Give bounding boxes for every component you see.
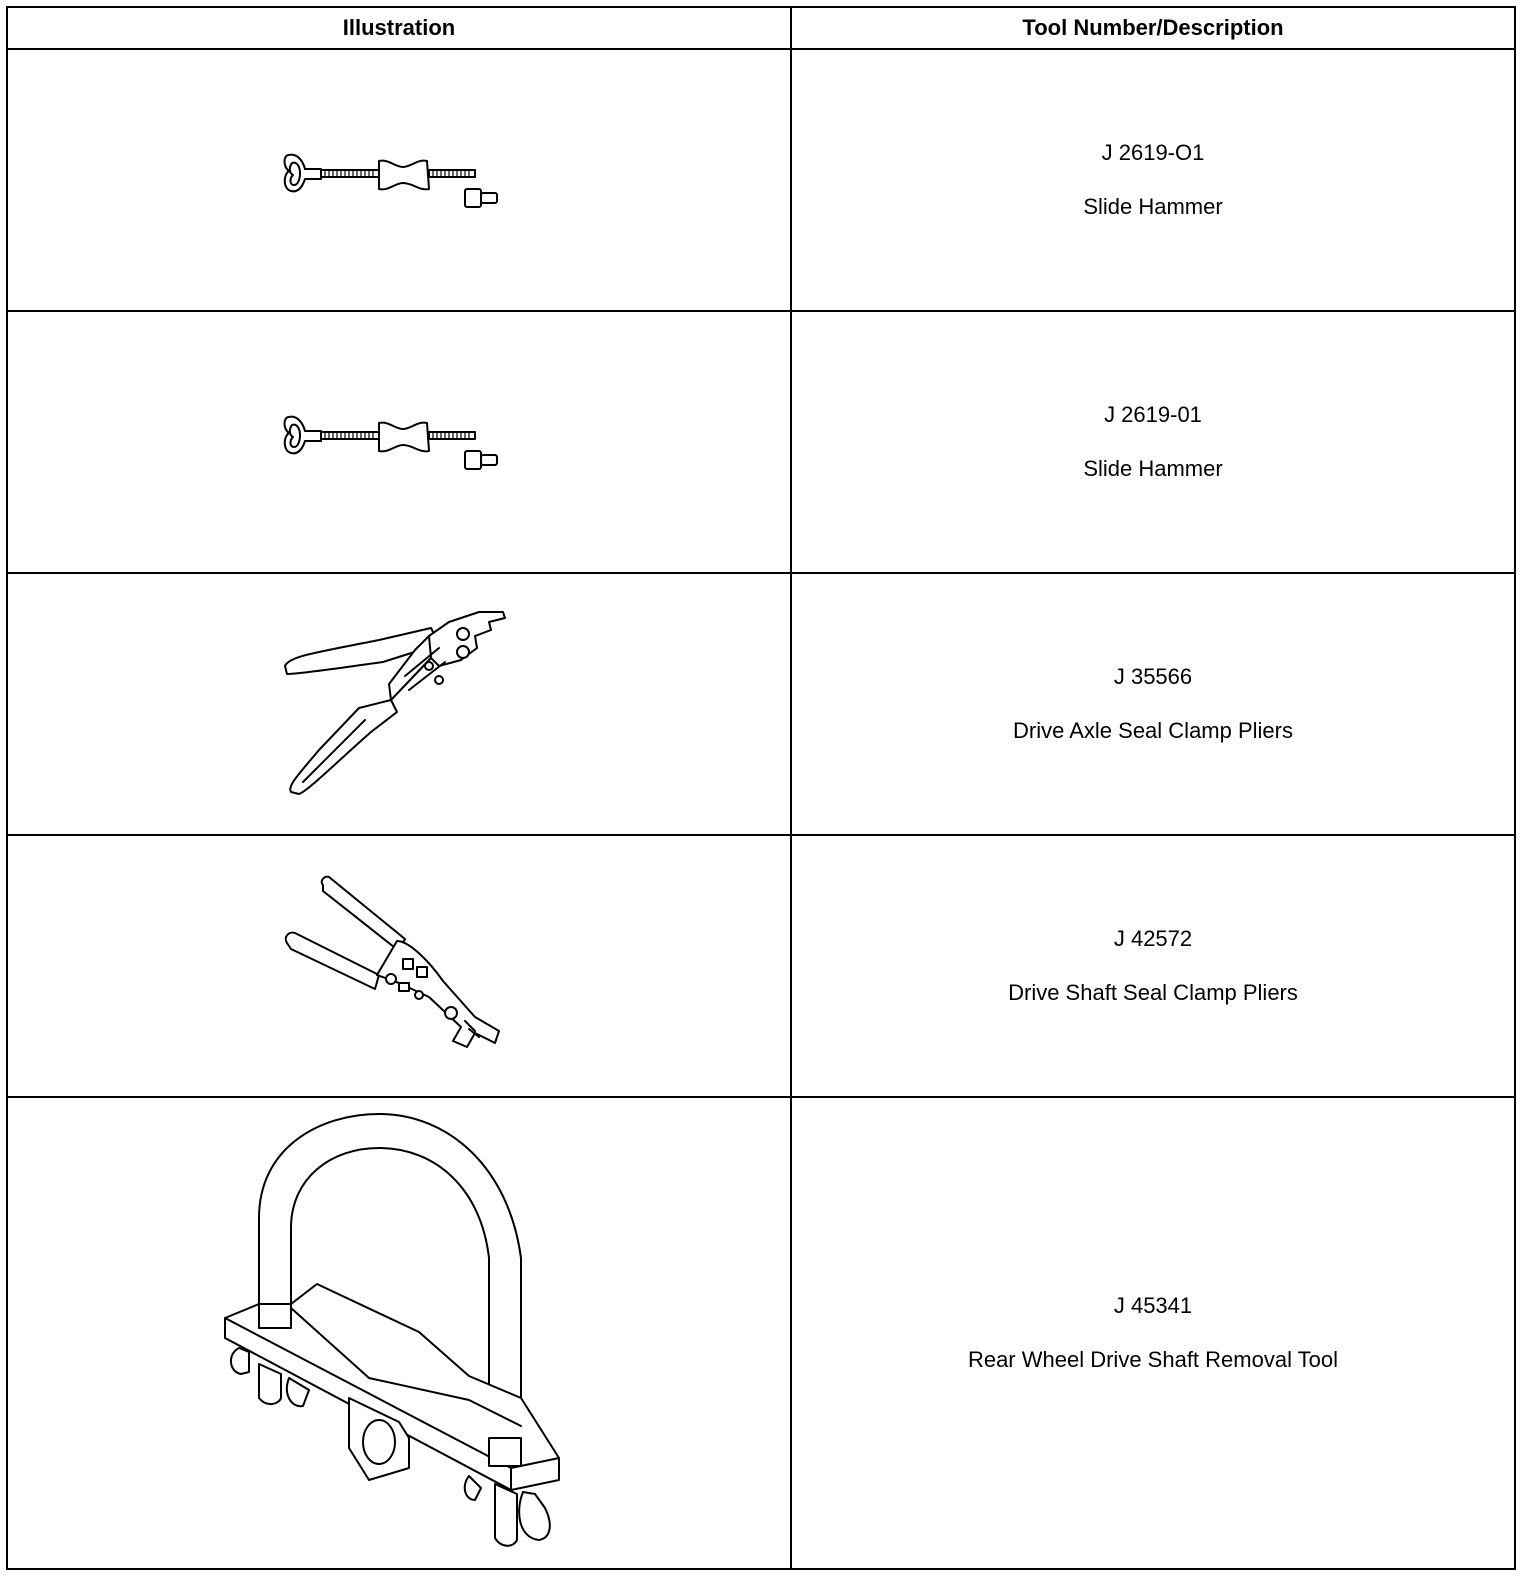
table-header-row	[7, 7, 1515, 49]
tool-description: Slide Hammer	[1083, 194, 1223, 220]
table-row	[7, 49, 1515, 311]
illustration-cell	[7, 311, 791, 573]
tool-description-cell	[791, 835, 1515, 1097]
tool-description-cell	[791, 573, 1515, 835]
tool-description: Drive Axle Seal Clamp Pliers	[1013, 718, 1293, 744]
special-tools-table	[6, 6, 1516, 1570]
tool-description: Slide Hammer	[1083, 456, 1223, 482]
slide-hammer-icon	[279, 145, 519, 215]
tool-number: J 2619-O1	[1101, 140, 1205, 166]
tool-description-cell	[791, 49, 1515, 311]
header-illustration: Illustration	[7, 7, 791, 49]
illustration-cell	[7, 49, 791, 311]
tool-number: J 2619-01	[1104, 402, 1202, 428]
illustration-cell	[7, 573, 791, 835]
tool-number: J 35566	[1113, 664, 1193, 690]
table-row	[7, 311, 1515, 573]
drive-shaft-removal-tool-icon	[219, 1108, 579, 1558]
tool-number: J 45341	[1113, 1293, 1193, 1319]
drive-shaft-seal-clamp-pliers-icon	[279, 871, 519, 1061]
illustration-cell	[7, 835, 791, 1097]
illustration-cell	[7, 1097, 791, 1569]
tool-description: Drive Shaft Seal Clamp Pliers	[1008, 980, 1298, 1006]
table-row	[7, 1097, 1515, 1569]
tool-number: J 42572	[1113, 926, 1193, 952]
tool-description-cell	[791, 1097, 1515, 1569]
tool-description-cell	[791, 311, 1515, 573]
drive-axle-seal-clamp-pliers-icon	[279, 604, 519, 804]
table-row	[7, 835, 1515, 1097]
header-tool-number-description: Tool Number/Description	[791, 7, 1515, 49]
slide-hammer-icon	[279, 407, 519, 477]
table-row	[7, 573, 1515, 835]
tool-description: Rear Wheel Drive Shaft Removal Tool	[967, 1347, 1339, 1373]
